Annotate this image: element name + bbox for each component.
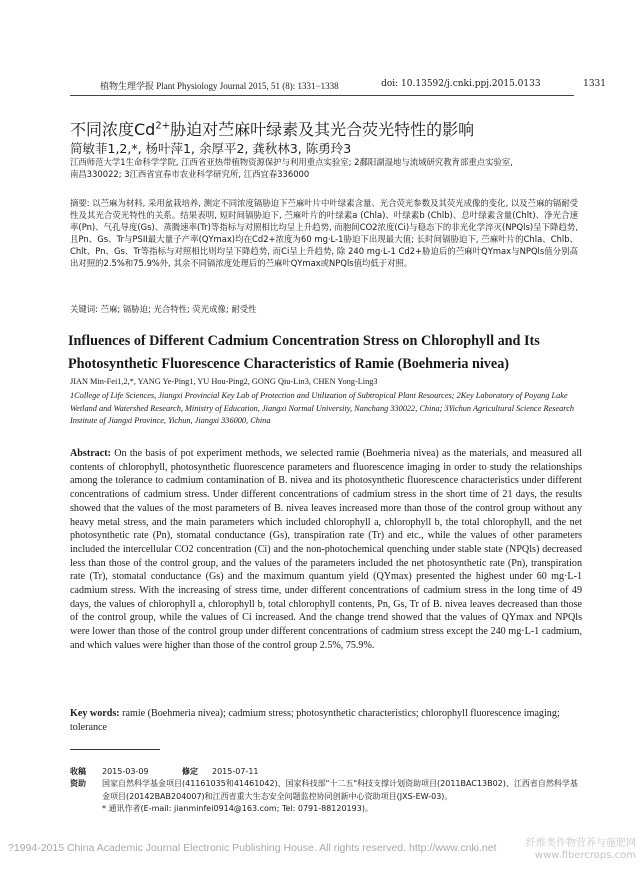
received-date: 2015-03-09 [102,767,149,776]
abstract-label: Abstract: [70,448,111,459]
chinese-title-superscript: 2+ [155,120,171,132]
english-keywords [70,707,582,734]
english-title-line2: Photosynthetic Fluorescence Characteristics of Ramie (Boehmeria nivea) [68,356,510,372]
revised-date: 2015-07-11 [212,767,259,776]
received-row [70,766,585,778]
chinese-affiliation-line1: 江西师范大学1生命科学学院, 江西省亚热带植物资源保护与利用重点实验室; 2鄱阳湖湿地与流域研究教育部重点实验室, [70,157,513,167]
keywords-text: ramie (Boehmeria nivea); cadmium stress; photosynthetic characteristics; chlorophyll fluorescence imaging; tolerance [70,708,560,733]
english-title [68,330,580,376]
watermark: 纤维类作物营养与施肥网 www.fibercrops.com [526,838,636,861]
chinese-title-part1: 不同浓度Cd [70,120,156,139]
footnotes [70,766,585,816]
corresponding-row [70,803,585,815]
chinese-abstract: 摘要: 以苎麻为材料, 采用盆栽培养, 测定不同浓度镉胁迫下苎麻叶片中叶绿素含量、光合荧光参数及其荧光成像的变化, 以及苎麻的镉耐受性及其光合荧光特性的关系。结果表明, 短时间镉胁迫下, 苎麻叶片的叶绿素a (Chla)、叶绿素b (Chlb)、总叶绿素含量(Chlt)、净光合速率(Pn)、气孔导度(Gs)、蒸腾速率(Tr)等指标与对照相比均呈上升趋势, 而胞间CO2浓度(Ci)与稳态下的非光化学淬灭(NPQls)呈下降趋势, 且Pn、Gs、Tr与PSII最大量子产率(QYmax)均在Cd2+浓度为60 mg·L-1胁迫下出现最大值; 长时间镉胁迫下, 苎麻叶片的Chla、Chlb、Chlt、Pn、Gs、Tr等指标与对照相比则均呈下降趋势, 而Ci呈上升趋势, 除 240 mg·L-1 Cd2+胁迫后的苎麻叶QYmax与NPQls值分别高出对照的2.5%和75.9%外, 其余不同镉浓度处理后的苎麻叶QYmax或NPQls值均低于对照。 [70,198,578,268]
corresponding-author[interactable]: * 通讯作者(E-mail: jianminfei0914@163.com; Tel: 0791-88120193)。 [102,804,373,814]
chinese-affiliation-line2: 南昌330022; 3江西省宜春市农业科学研究所, 江西宜春336000 [70,168,310,179]
running-header [100,79,606,92]
funding-text: 国家自然科学基金项目(41161035和41461042)、国家科技部"十二五"科技支撑计划资助项目(2011BAC13B02)、江西省自然科学基金项目(20142BAB204007)和江西省重大生态安全问题监控协同创新中心资助项目(JXS-EW-03)。 [102,779,578,801]
received-label: 收稿 [70,767,86,776]
chinese-authors: 简敏菲1,2,*, 杨叶萍1, 余厚平2, 龚秋林3, 陈勇玲3 [70,141,352,156]
chinese-keywords: 关键词: 苎麻; 镉胁迫; 光合特性; 荧光成像; 耐受性 [70,304,257,314]
funding-row [70,778,585,803]
keywords-label: Key words: [70,708,120,719]
abstract-text: On the basis of pot experiment methods, we selected ramie (Boehmeria nivea) as the materials, and measured all contents of chlorophyll, photosynthetic fluorescence parameters and fluorescence imaging in order to study the relationships among the tolerance to cadmium contamination of B. nivea and its photosynthetic fluorescence characteristics under different concentrations of cadmium stress. Under different concentrations of cadmium stress in the short time of 21 days, the results showed that the values of the most parameters of B. nivea leaves increased more than those of the control group without any heavy metal stress, and the main parameters which included chlorophyll a, chlorophyll b, the total chlorophyll, and the net photosynthetic rate (Pn), stomatal conductance (Gs), transpiration rate (Tr) and etc., while the values of other parameters included the intercellular CO2 concentration (Ci) and the non-photochemical quenching under stable state (NPQls) decreased less than those of the control group, and the values of the parameters included the net photosynthetic rate (Pn), transpiration rate (Tr), stomatal conductance (Gs) and the maximum quantum yield (QYmax) presented the highest under 60 mg·L-1 cadmium stress. With the increasing of stress time, under different concentrations of cadmium stress in the long time of 49 days, the values of chlorophyll a, chlorophyll b, total chlorophyll contents, Pn, Gs, Tr of B. nivea leaves decreased than those of the control group, while the values of Ci increased. And the change trend showed that the values of QYmax and NPQls were lower than those of the control group under different concentrations of cadmium stress except the 240 mg·L-1 cadmium, and which values were higher than those of the control group 2.5%, 75.9%. [70,448,582,651]
corresponding-indent [70,803,102,815]
copyright-text[interactable]: ?1994-2015 China Academic Journal Electronic Publishing House. All rights reserved. http://www.cnki.net [8,842,497,854]
page-number: 1331 [583,79,606,89]
doi[interactable]: doi: 10.13592/j.cnki.ppj.2015.0133 [381,79,541,89]
footnote-rule [70,749,160,750]
chinese-title-part2: 胁迫对苎麻叶绿素及其光合荧光特性的影响 [170,120,475,139]
english-affiliations: 1College of Life Sciences, Jiangxi Provincial Key Lab of Protection and Utilization of Subtropical Plant Resources; 2Key Laboratory of Poyang Lake Wetland and Watershed Research, Ministry of Education, Jiangxi Normal University, Nanchang 330022, China; 3Yichun Agricultural Science Research Institute of Jiangxi Province, Yichun, Jiangxi 336000, China [70,391,575,425]
funding-label: 资助 [70,779,86,789]
header-rule [70,95,574,96]
revised-label: 修定 [182,767,198,776]
journal-citation: 植物生理学报 Plant Physiology Journal 2015, 51 (8): 1331−1338 [100,81,339,91]
english-title-line1: Influences of Different Cadmium Concentration Stress on Chlorophyll and Its [68,333,540,349]
english-abstract [70,447,582,653]
chinese-title [70,117,474,140]
chinese-affiliations [70,157,575,180]
english-authors: JIAN Min-Fei1,2,*, YANG Ye-Ping1, YU Hou-Ping2, GONG Qiu-Lin3, CHEN Yong-Ling3 [70,377,378,386]
